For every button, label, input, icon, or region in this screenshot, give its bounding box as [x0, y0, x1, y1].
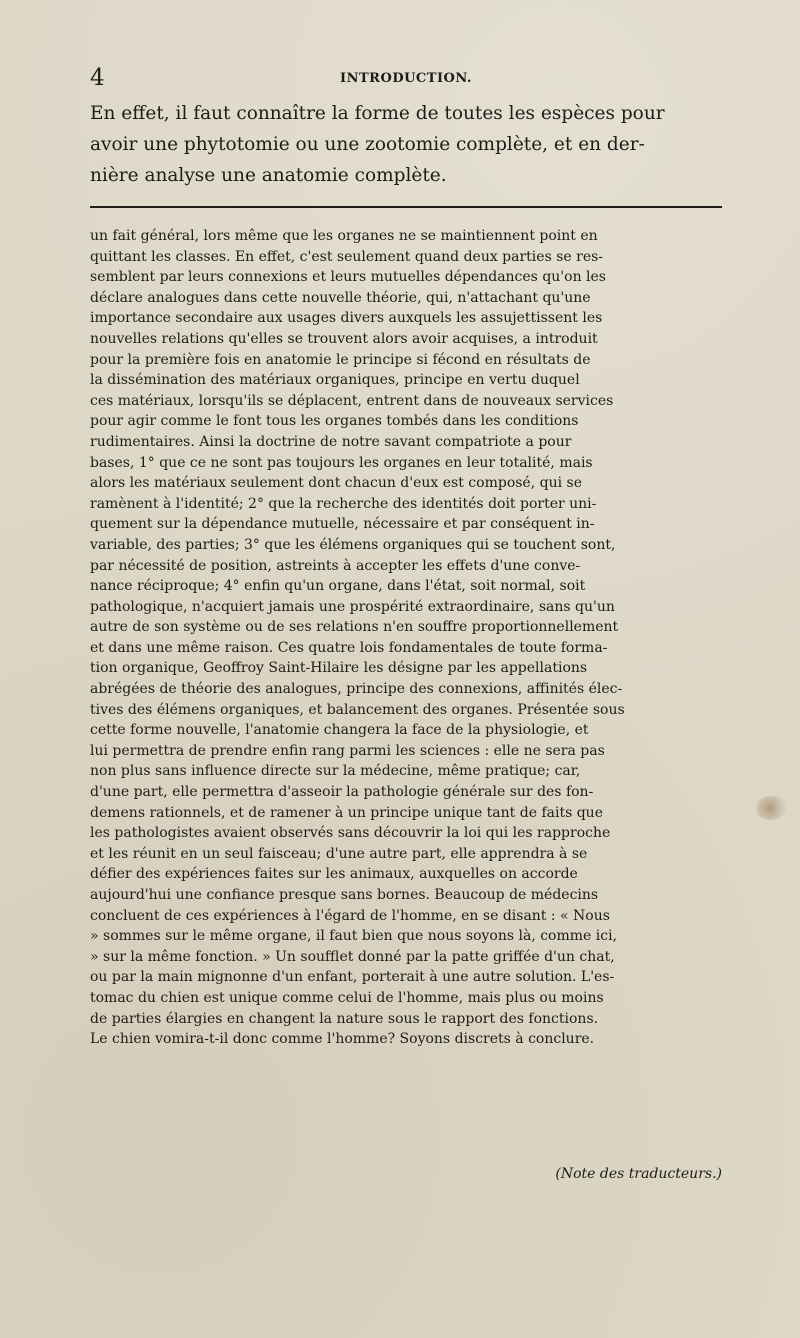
footnote-line: aujourd'hui une confiance presque sans bornes. Beaucoup de médecins: [90, 887, 599, 903]
footnote-line: tomac du chien est unique comme celui de l'homme, mais plus ou moins: [90, 989, 604, 1006]
footnote-line: pour la première fois en anatomie le principe si fécond en résultats de: [90, 351, 591, 368]
footnote-line: rudimentaires. Ainsi la doctrine de notre savant compatriote a pour: [90, 433, 572, 450]
footnote-line: » sur la même fonction. » Un soufflet donné par la patte griffée d'un chat,: [90, 948, 615, 965]
footnote-attribution: (Note des traducteurs.): [555, 1166, 722, 1182]
footnote-separator: [90, 206, 722, 208]
footnote-line: pour agir comme le font tous les organes tombés dans les conditions: [90, 413, 579, 430]
footnote-line: par nécessité de position, astreints à accepter les effets d'une conve-: [90, 557, 581, 574]
footnote-line: abrégées de théorie des analogues, principe des connexions, affinités élec-: [90, 681, 623, 698]
footnote-line: un fait général, lors même que les organes ne se maintiennent point en: [90, 228, 598, 244]
footnote-line: non plus sans influence directe sur la médecine, même pratique; car,: [90, 763, 581, 780]
footnote-line: tives des élémens organiques, et balancement des organes. Présentée sous: [90, 701, 625, 718]
footnote-line: bases, 1° que ce ne sont pas toujours les organes en leur totalité, mais: [90, 454, 593, 471]
running-head: INTRODUCTION.: [340, 71, 472, 86]
footnote-line: ramènent à l'identité; 2° que la recherche des identités doit porter uni-: [90, 495, 597, 512]
footnote-line: quement sur la dépendance mutuelle, nécessaire et par conséquent in-: [90, 516, 595, 533]
footnote-line: ou par la main mignonne d'un enfant, porterait à une autre solution. L'es-: [90, 969, 615, 986]
footnote-line: d'une part, elle permettra d'asseoir la pathologie générale sur des fon-: [90, 784, 594, 801]
main-text-line: nière analyse une anatomie complète.: [90, 165, 447, 186]
footnote-line: » sommes sur le même organe, il faut bien que nous soyons là, comme ici,: [90, 928, 618, 945]
main-text: [90, 98, 722, 191]
main-text-line: En effet, il faut connaître la forme de toutes les espèces pour: [90, 103, 665, 124]
footnote-line: et dans une même raison. Ces quatre lois fondamentales de toute forma-: [90, 639, 608, 656]
page-header: [90, 65, 722, 91]
footnote-line: autre de son système ou de ses relations n'en souffre proportionnellement: [90, 619, 619, 636]
footnote-line: tion organique, Geoffroy Saint-Hilaire les désigne par les appellations: [90, 660, 588, 677]
footnote-line: cette forme nouvelle, l'anatomie changera la face de la physiologie, et: [90, 722, 589, 739]
footnote-line: quittant les classes. En effet, c'est seulement quand deux parties se res-: [90, 248, 604, 265]
footnote-line: concluent de ces expériences à l'égard de l'homme, en se disant : « Nous: [90, 907, 610, 924]
footnote-line: nouvelles relations qu'elles se trouvent alors avoir acquises, a introduit: [90, 330, 598, 347]
footnote-line: les pathologistes avaient observés sans découvrir la loi qui les rapproche: [90, 825, 611, 842]
page-number: 4: [90, 65, 105, 91]
footnote-line: la dissémination des matériaux organiques, principe en vertu duquel: [90, 372, 580, 389]
footnote-line: Le chien vomira-t-il donc comme l'homme? Soyons discrets à conclure.: [90, 1031, 595, 1048]
paper-stain: [756, 796, 786, 820]
footnote-line: lui permettra de prendre enfin rang parmi les sciences : elle ne sera pas: [90, 742, 605, 759]
footnote-line: de parties élargies en changent la nature sous le rapport des fonctions.: [90, 1010, 599, 1027]
footnote-line: déclare analogues dans cette nouvelle théorie, qui, n'attachant qu'une: [90, 289, 591, 306]
footnote-line: variable, des parties; 3° que les élémens organiques qui se touchent sont,: [90, 536, 616, 553]
footnote-line: nance réciproque; 4° enfin qu'un organe, dans l'état, soit normal, soit: [90, 578, 586, 595]
main-text-line: avoir une phytotomie ou une zootomie complète, et en der-: [90, 134, 645, 155]
footnote-line: pathologique, n'acquiert jamais une prospérité extraordinaire, sans qu'un: [90, 598, 615, 615]
footnote-line: ces matériaux, lorsqu'ils se déplacent, entrent dans de nouveaux services: [90, 392, 614, 409]
footnote-line: défier des expériences faites sur les animaux, auxquelles on accorde: [90, 866, 578, 883]
footnote: [90, 226, 722, 1050]
footnote-line: semblent par leurs connexions et leurs mutuelles dépendances qu'on les: [90, 269, 606, 286]
footnote-line: demens rationnels, et de ramener à un principe unique tant de faits que: [90, 804, 603, 821]
footnote-line: importance secondaire aux usages divers auxquels les assujettissent les: [90, 310, 603, 327]
footnote-line: et les réunit en un seul faisceau; d'une autre part, elle apprendra à se: [90, 845, 588, 862]
footnote-line: alors les matériaux seulement dont chacun d'eux est composé, qui se: [90, 475, 582, 492]
